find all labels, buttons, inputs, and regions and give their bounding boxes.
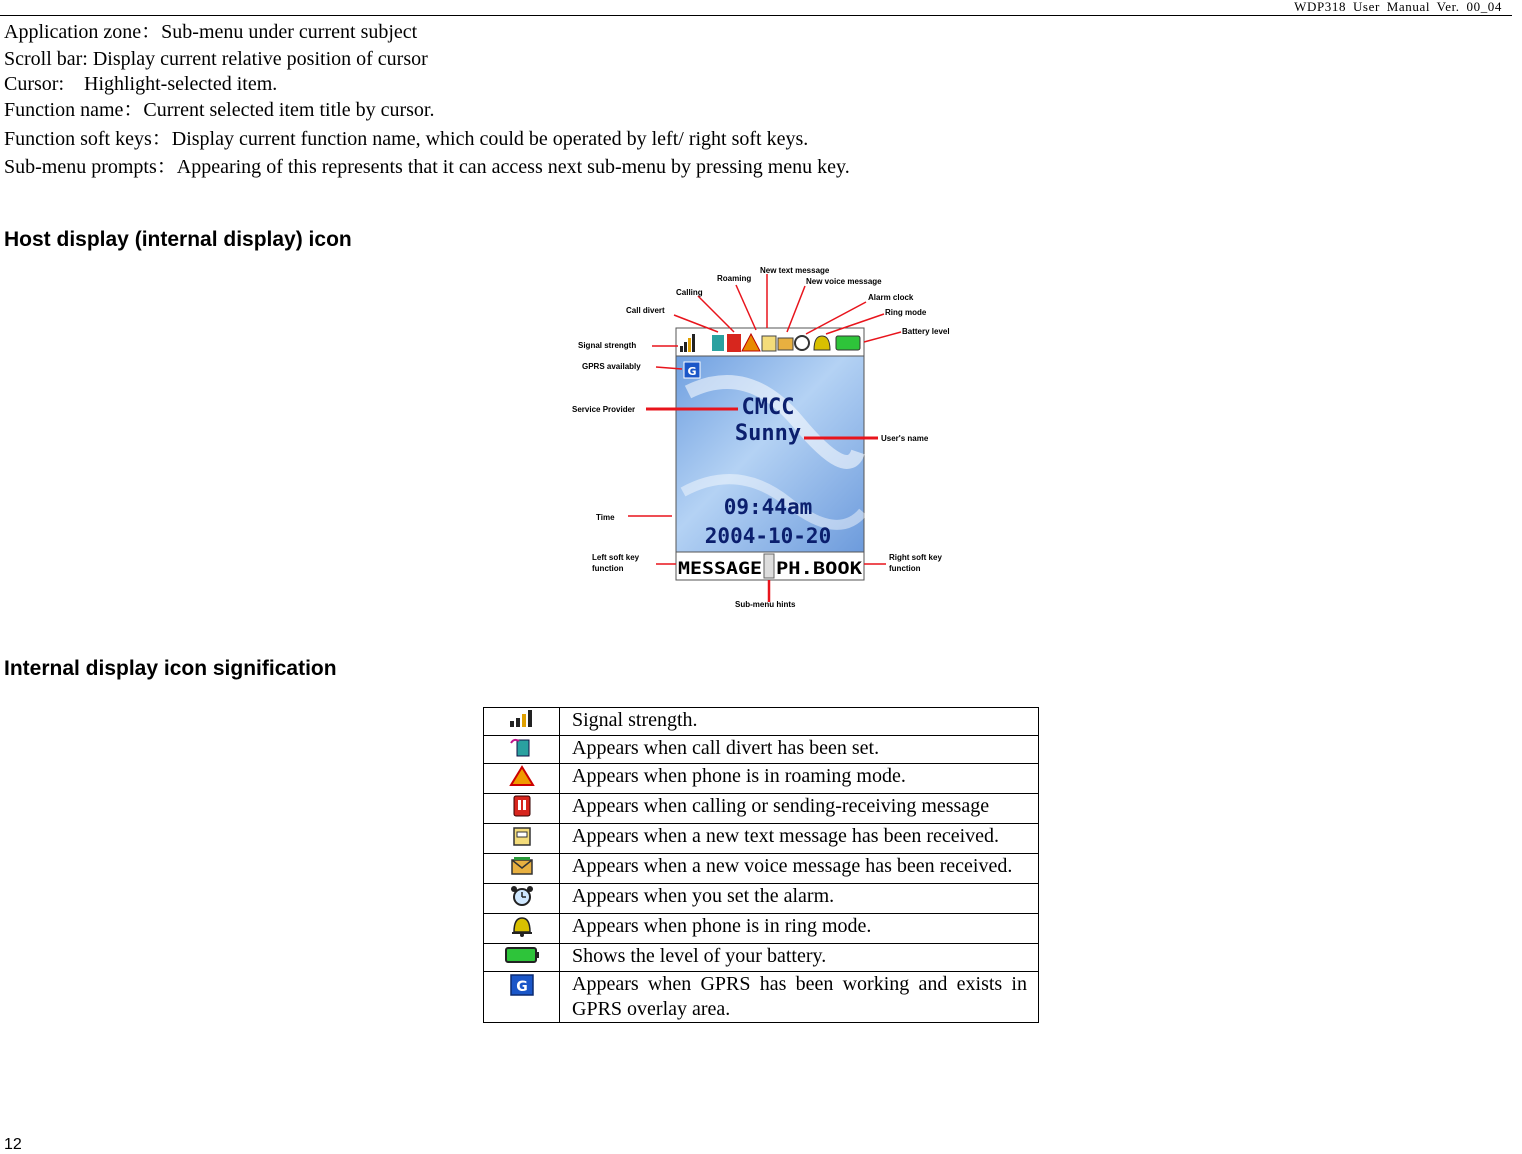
- ring-mode-icon: [508, 915, 536, 937]
- calling-icon: [508, 795, 536, 817]
- label-left-soft-key-2: function: [592, 564, 624, 573]
- alarm-clock-icon: [508, 885, 536, 907]
- table-row: [484, 972, 1039, 1023]
- table-row: [484, 708, 1039, 736]
- svg-text:G: G: [515, 979, 528, 995]
- table-cell-description: Shows the level of your battery.: [560, 944, 1039, 972]
- label-new-voice-message: New voice message: [806, 277, 882, 286]
- screen-call-divert-icon: [712, 335, 724, 351]
- table-cell-description: Appears when phone is in ring mode.: [560, 914, 1039, 944]
- label-sub-menu-hints: Sub-menu hints: [735, 600, 796, 609]
- call-divert-icon: [508, 737, 536, 757]
- label-service-provider: Service Provider: [572, 405, 636, 414]
- label-signal-strength: Signal strength: [578, 341, 637, 350]
- label-new-text-message: New text message: [760, 266, 830, 275]
- table-cell-description: Appears when a new text message has been received.: [560, 824, 1039, 854]
- screen-text-message-icon: [762, 336, 776, 351]
- table-cell-description: Appears when a new voice message has been received.: [560, 854, 1039, 884]
- table-cell-description: Appears when call divert has been set.: [560, 736, 1039, 764]
- table-row: [484, 824, 1039, 854]
- screen-calling-icon: [727, 334, 741, 352]
- table-row: [484, 764, 1039, 794]
- screen-battery-icon: [836, 336, 860, 350]
- table-cell-description: Appears when calling or sending-receiving message: [560, 794, 1039, 824]
- label-call-divert: Call divert: [626, 306, 665, 315]
- table-cell-description: Appears when GPRS has been working and exists in GPRS overlay area.: [560, 972, 1039, 1023]
- intro-line-scroll-bar: Scroll bar: Display current relative position of cursor: [4, 48, 428, 70]
- table-cell-description: Appears when you set the alarm.: [560, 884, 1039, 914]
- intro-line-sub-menu-prompts: Sub-menu prompts：Appearing of this represents that it can access next sub-menu by pressing menu key.: [4, 156, 850, 178]
- screen-ring-icon: [814, 336, 830, 350]
- table-cell-description: Appears when phone is in roaming mode.: [560, 764, 1039, 794]
- screen-gprs-glyph: G: [687, 365, 697, 378]
- screen-user-text: Sunny: [734, 421, 802, 446]
- table-row: [484, 884, 1039, 914]
- label-alarm-clock: Alarm clock: [868, 293, 914, 302]
- table-row: [484, 794, 1039, 824]
- label-gprs: GPRS availably: [582, 362, 641, 371]
- label-left-soft-key-1: Left soft key: [592, 553, 640, 562]
- screen-left-softkey: MESSAGE: [678, 559, 762, 579]
- label-right-soft-key-1: Right soft key: [889, 553, 942, 562]
- table-row: [484, 736, 1039, 764]
- label-right-soft-key-2: function: [889, 564, 921, 573]
- page-number: 12: [4, 1136, 22, 1153]
- roaming-icon: [508, 765, 536, 787]
- label-ring-mode: Ring mode: [885, 308, 927, 317]
- screen-right-softkey: PH.BOOK: [776, 559, 863, 579]
- page-header: WDP318 User Manual Ver. 00_04: [0, 0, 1512, 16]
- intro-line-function-name: Function name：Current selected item title by cursor.: [4, 99, 435, 121]
- screen-date-text: 2004-10-20: [704, 524, 832, 548]
- table-row: [484, 854, 1039, 884]
- screen-provider-text: CMCC: [741, 395, 795, 420]
- intro-line-application-zone: Application zone：Sub-menu under current subject: [4, 21, 418, 43]
- label-roaming: Roaming: [717, 274, 752, 283]
- signal-strength-icon: [508, 709, 536, 729]
- host-display-diagram: [568, 262, 968, 632]
- table-row: [484, 944, 1039, 972]
- section-title-icon-signification: Internal display icon signification: [4, 657, 337, 680]
- intro-line-cursor: Cursor: Highlight-selected item.: [4, 73, 278, 95]
- label-battery-level: Battery level: [902, 327, 950, 336]
- label-time: Time: [596, 513, 615, 522]
- screen-time-text: 09:44am: [723, 495, 813, 519]
- icon-signification-table: [483, 707, 1039, 1023]
- label-users-name: User's name: [881, 434, 929, 443]
- section-title-host-display: Host display (internal display) icon: [4, 228, 352, 251]
- screen-voice-message-icon: [778, 338, 793, 350]
- table-cell-description: Signal strength.: [560, 708, 1039, 736]
- intro-line-function-soft-keys: Function soft keys：Display current function name, which could be operated by left/ right soft keys.: [4, 128, 809, 150]
- table-row: [484, 914, 1039, 944]
- new-voice-message-icon: [508, 855, 536, 877]
- new-text-message-icon: [508, 825, 536, 847]
- gprs-icon: [508, 973, 536, 997]
- label-calling: Calling: [676, 288, 703, 297]
- battery-icon: [504, 945, 540, 965]
